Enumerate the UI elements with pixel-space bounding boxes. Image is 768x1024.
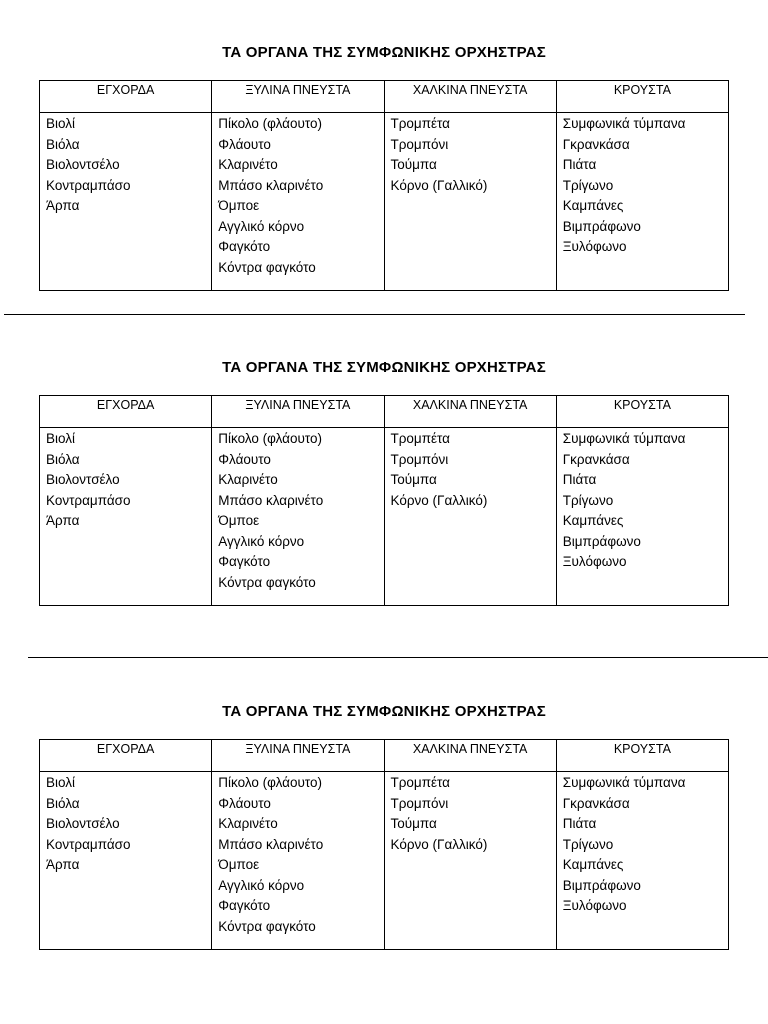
brass-cell [384,772,556,950]
list-item: Βιολοντσέλο [46,816,120,831]
list-item: Κλαρινέτο [218,157,278,172]
list-item: Πιάτα [562,472,597,487]
list-item: Κόντρα φαγκότο [218,574,316,590]
list-item: Κόντρα φαγκότο [218,918,316,934]
list-item: Βιμπράφωνο [562,218,641,234]
page-title-1: ΤΑ ΟΡΓΑΝΑ ΤΗΣ ΣΥΜΦΩΝΙΚΗΣ ΟΡΧΗΣΤΡΑΣ [222,44,546,61]
list-item: Τρομπέτα [390,431,450,446]
list-item: Τρίγωνο [562,836,614,852]
list-item: Καμπάνες [562,513,624,528]
list-item: Βιόλα [46,451,80,467]
list-item: Κόρνο (Γαλλικό) [390,177,488,193]
list-item: Φλάουτο [218,795,271,811]
list-item: Πιάτα [562,157,597,172]
list-item: Αγγλικό κόρνο [218,877,305,893]
list-item: Τούμπα [390,816,437,831]
list-item: Φλάουτο [218,136,271,152]
list-item: Όμποε [218,198,260,213]
cut-line-1 [4,314,745,315]
list-item: Κλαρινέτο [218,816,278,831]
list-item: Ξυλόφωνο [562,554,627,569]
list-item: Βιολί [46,775,76,790]
list-item: Άρπα [46,198,80,213]
header-strings: ΕΓΧΟΡΔΑ [40,81,212,113]
header-percussion: ΚΡΟΥΣΤΑ [556,740,728,772]
list-item: Τούμπα [390,472,437,487]
list-item: Γκρανκάσα [562,795,630,811]
page-title-3: ΤΑ ΟΡΓΑΝΑ ΤΗΣ ΣΥΜΦΩΝΙΚΗΣ ΟΡΧΗΣΤΡΑΣ [222,703,546,720]
list-item: Τούμπα [390,157,437,172]
header-woodwinds: ΞΥΛΙΝΑ ΠΝΕΥΣΤΑ [212,740,384,772]
list-item: Τρομπόνι [390,136,449,152]
list-item: Καμπάνες [562,857,624,872]
list-item: Βιόλα [46,795,80,811]
list-item: Βιολοντσέλο [46,472,120,487]
cut-line-2 [28,657,768,658]
list-item: Ξυλόφωνο [562,898,627,913]
strings-cell [40,428,212,606]
list-item: Τρίγωνο [562,177,614,193]
list-item: Κοντραμπάσο [46,836,131,852]
percussion-cell [556,772,728,950]
instruments-table-2 [39,395,729,606]
header-woodwinds: ΞΥΛΙΝΑ ΠΝΕΥΣΤΑ [212,396,384,428]
list-item: Βιόλα [46,136,80,152]
instruments-table-1 [39,80,729,291]
woodwinds-cell [212,772,384,950]
list-item: Βιμπράφωνο [562,877,641,893]
list-item: Τρομπόνι [390,451,449,467]
list-item: Φαγκότο [218,898,271,913]
woodwinds-cell [212,428,384,606]
list-item: Βιολί [46,431,76,446]
list-item: Άρπα [46,857,80,872]
header-woodwinds: ΞΥΛΙΝΑ ΠΝΕΥΣΤΑ [212,81,384,113]
list-item: Μπάσο κλαρινέτο [218,492,324,508]
brass-cell [384,428,556,606]
strings-cell [40,772,212,950]
list-item: Φλάουτο [218,451,271,467]
list-item: Πιάτα [562,816,597,831]
list-item: Τρίγωνο [562,492,614,508]
percussion-cell [556,428,728,606]
percussion-cell [556,113,728,291]
list-item: Τρομπόνι [390,795,449,811]
list-item: Πίκολο (φλάουτο) [218,775,323,790]
list-item: Κόρνο (Γαλλικό) [390,836,488,852]
header-brass: ΧΑΛΚΙΝΑ ΠΝΕΥΣΤΑ [384,396,556,428]
header-brass: ΧΑΛΚΙΝΑ ΠΝΕΥΣΤΑ [384,81,556,113]
list-item: Μπάσο κλαρινέτο [218,836,324,852]
list-item: Κλαρινέτο [218,472,278,487]
list-item: Αγγλικό κόρνο [218,218,305,234]
list-item: Συμφωνικά τύμπανα [562,431,686,446]
list-item: Όμποε [218,857,260,872]
list-item: Κόντρα φαγκότο [218,259,316,275]
list-item: Καμπάνες [562,198,624,213]
list-item: Συμφωνικά τύμπανα [562,775,686,790]
woodwinds-cell [212,113,384,291]
list-item: Κόρνο (Γαλλικό) [390,492,488,508]
header-percussion: ΚΡΟΥΣΤΑ [556,396,728,428]
header-brass: ΧΑΛΚΙΝΑ ΠΝΕΥΣΤΑ [384,740,556,772]
list-item: Βιμπράφωνο [562,533,641,549]
list-item: Αγγλικό κόρνο [218,533,305,549]
instruments-table-3 [39,739,729,950]
list-item: Φαγκότο [218,554,271,569]
list-item: Πίκολο (φλάουτο) [218,431,323,446]
list-item: Συμφωνικά τύμπανα [562,116,686,131]
list-item: Κοντραμπάσο [46,492,131,508]
list-item: Βιολί [46,116,76,131]
list-item: Μπάσο κλαρινέτο [218,177,324,193]
header-strings: ΕΓΧΟΡΔΑ [40,740,212,772]
list-item: Τρομπέτα [390,775,450,790]
strings-cell [40,113,212,291]
list-item: Άρπα [46,513,80,528]
page-title-2: ΤΑ ΟΡΓΑΝΑ ΤΗΣ ΣΥΜΦΩΝΙΚΗΣ ΟΡΧΗΣΤΡΑΣ [222,359,546,376]
list-item: Βιολοντσέλο [46,157,120,172]
header-percussion: ΚΡΟΥΣΤΑ [556,81,728,113]
list-item: Ξυλόφωνο [562,239,627,254]
list-item: Όμποε [218,513,260,528]
list-item: Γκρανκάσα [562,451,630,467]
list-item: Γκρανκάσα [562,136,630,152]
list-item: Κοντραμπάσο [46,177,131,193]
list-item: Πίκολο (φλάουτο) [218,116,323,131]
header-strings: ΕΓΧΟΡΔΑ [40,396,212,428]
list-item: Φαγκότο [218,239,271,254]
list-item: Τρομπέτα [390,116,450,131]
brass-cell [384,113,556,291]
